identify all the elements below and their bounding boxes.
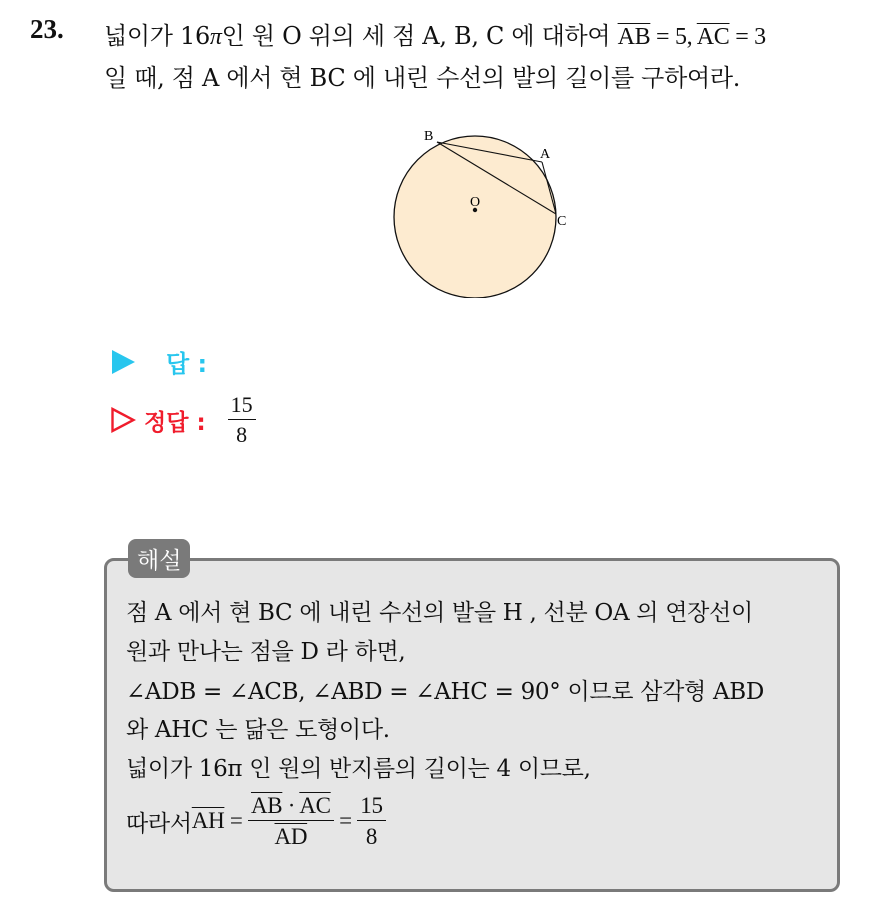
outline-triangle-icon bbox=[110, 407, 136, 433]
question-line-1: 넓이가 16π인 원 O 위의 세 점 A, B, C 에 대하여 $\overline{AB} = 5$, $\overline{AC} = 3$ bbox=[104, 22, 766, 50]
solution-line-1: 점 A 에서 현 BC 에 내린 수선의 발을 H , 선분 OA 의 연장선이 bbox=[126, 600, 753, 626]
solution-line-3: ∠ADB = ∠ACB, ∠ABD = ∠AHC = 90° 이므로 삼각형 ABD bbox=[126, 679, 765, 705]
answer-label: 답 : bbox=[166, 350, 208, 378]
label-b: B bbox=[424, 129, 434, 144]
question-line-2: 일 때, 점 A 에서 현 BC 에 내린 수선의 발의 길이를 구하여라. bbox=[104, 64, 741, 92]
segment-ah: $\overline{AH}$ bbox=[191, 808, 225, 833]
circle-diagram bbox=[380, 122, 580, 298]
question-number: 23. bbox=[30, 14, 64, 44]
fraction-ab-ac-over-ad: $\frac{\overline{AB} \cdot \overline{AC}}{AD}$ bbox=[248, 794, 334, 848]
solution-line-5: 넓이가 16π 인 원의 반지름의 길이는 4 이므로, bbox=[126, 756, 591, 782]
solution-tag: 해설 bbox=[128, 539, 190, 578]
label-o: O bbox=[470, 195, 481, 210]
solution-line-4: 와 AHC 는 닮은 도형이다. bbox=[126, 717, 390, 743]
label-c: C bbox=[557, 214, 567, 229]
fraction-15-over-8: $\frac{15}{8}$ bbox=[357, 794, 385, 848]
filled-triangle-icon bbox=[110, 349, 136, 375]
correct-answer-label: 정답 : bbox=[144, 409, 206, 436]
segment-ac: $\overline{AC}$ bbox=[696, 24, 730, 50]
correct-answer-value: $\frac{15}{8}$ bbox=[228, 394, 256, 446]
label-a: A bbox=[540, 147, 551, 162]
correct-answer-row bbox=[110, 394, 256, 446]
segment-ab: $\overline{AB}$ bbox=[617, 24, 651, 50]
answer-row bbox=[110, 344, 207, 379]
solution-line-6: 따라서 $\overline{AH}$ = $\frac{\overline{AB} \cdot \overline{AC}}{AD}$ = $\frac{15}{8}$ bbox=[126, 794, 386, 848]
solution-line-2: 원과 만나는 점을 D 라 하면, bbox=[126, 639, 406, 665]
